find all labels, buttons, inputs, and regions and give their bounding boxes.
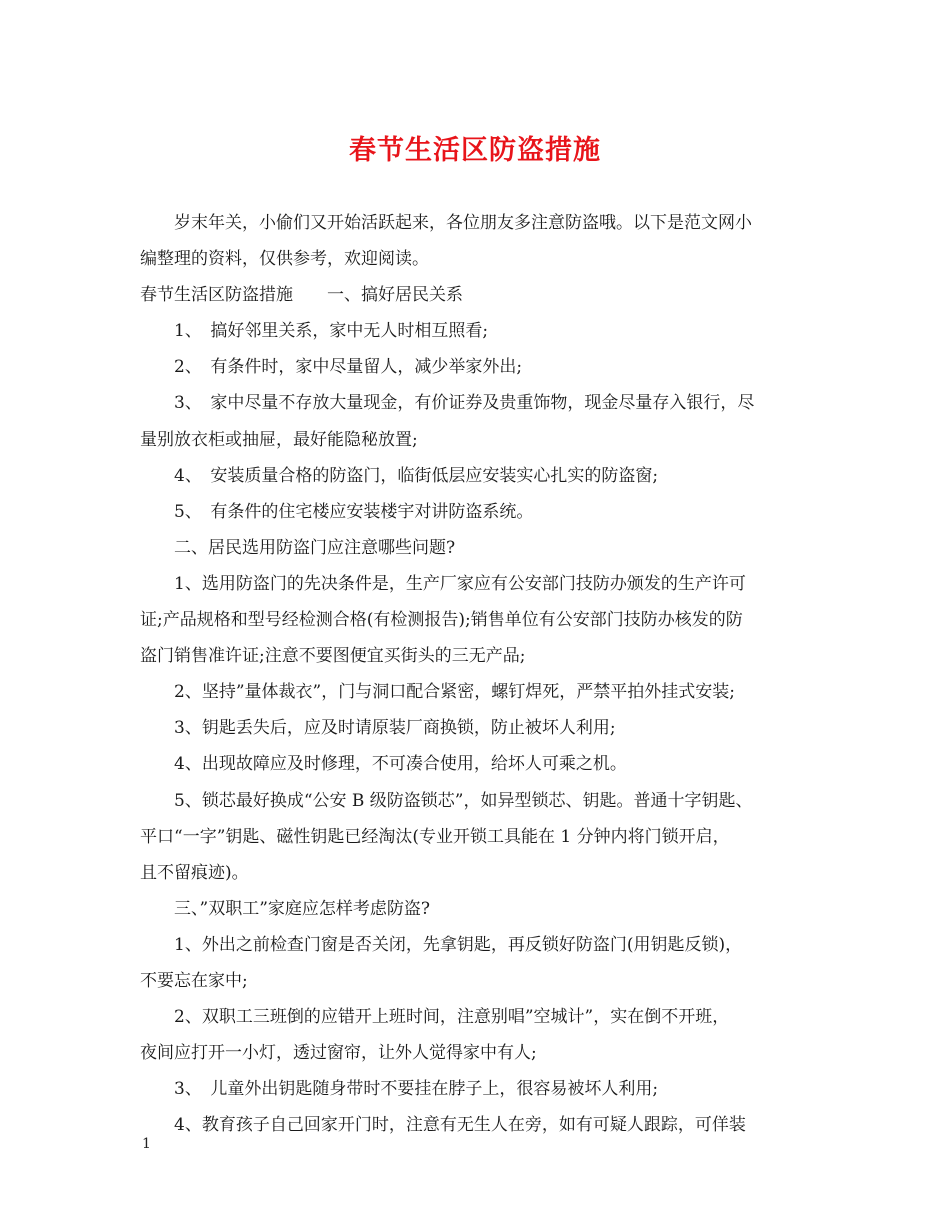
paragraph-line: 岁末年关，小偷们又开始活跃起来，各位朋友多注意防盗哦。以下是范文网小 — [174, 213, 752, 233]
list-item-line: 5、锁芯最好换成“公安 B 级防盗锁芯”，如异型锁芯、钥匙。普通十字钥匙、 — [174, 790, 753, 811]
list-item-line: 2、双职工三班倒的应错开上班时间，注意别唱”空城计”，实在倒不开班， — [174, 1007, 730, 1028]
page-number: 1 — [142, 1136, 151, 1152]
document-body — [140, 205, 820, 1143]
section-heading-line: 春节生活区防盗措施 一、搞好居民关系 — [140, 285, 463, 306]
list-item-line: 1、外出之前检查门窗是否关闭，先拿钥匙，再反锁好防盗门(用钥匙反锁)， — [174, 934, 743, 955]
list-item-line: 量别放衣柜或抽屉，最好能隐秘放置; — [140, 429, 418, 450]
list-item-line: 不要忘在家中; — [140, 970, 248, 991]
section-heading-line: 三、”双职工”家庭应怎样考虑防盗? — [174, 898, 430, 919]
list-item-line: 5、 有条件的住宅楼应安装楼宇对讲防盗系统。 — [174, 501, 534, 522]
list-item-line: 3、 家中尽量不存放大量现金，有价证券及贵重饰物，现金尽量存入银行，尽 — [174, 393, 755, 414]
section-heading-line: 二、居民选用防盗门应注意哪些问题? — [174, 537, 456, 558]
list-item-line: 3、钥匙丢失后，应及时请原装厂商换锁，防止被坏人利用; — [174, 718, 616, 739]
list-item-line: 且不留痕迹)。 — [140, 862, 249, 883]
list-item-line: 4、 安装质量合格的防盗门，临街低层应安装实心扎实的防盗窗; — [174, 465, 659, 486]
list-item-line: 2、 有条件时，家中尽量留人，减少举家外出; — [174, 357, 523, 378]
list-item-line: 2、坚持”量体裁衣”，门与洞口配合紧密，螺钉焊死，严禁平拍外挂式安装; — [174, 682, 735, 703]
list-item-line: 盗门销售准许证;注意不要图便宜买街头的三无产品; — [140, 646, 526, 667]
list-item-line: 1、 搞好邻里关系，家中无人时相互照看; — [174, 321, 489, 342]
list-item-line: 夜间应打开一小灯，透过窗帘，让外人觉得家中有人; — [140, 1043, 537, 1064]
document-title: 春节生活区防盗措施 — [349, 135, 601, 166]
list-item-line: 1、选用防盗门的先决条件是，生产厂家应有公安部门技防办颁发的生产许可 — [174, 573, 746, 594]
list-item-line: 3、 儿童外出钥匙随身带时不要挂在脖子上，很容易被坏人利用; — [174, 1079, 659, 1100]
list-item-line: 4、出现故障应及时修理，不可凑合使用，给坏人可乘之机。 — [174, 754, 627, 775]
list-item-line: 证;产品规格和型号经检测合格(有检测报告);销售单位有公安部门技防办核发的防 — [140, 610, 743, 631]
list-item-line: 4、教育孩子自己回家开门时，注意有无生人在旁，如有可疑人跟踪，可佯装 — [174, 1115, 746, 1136]
list-item-line: 平口“一字”钥匙、磁性钥匙已经淘汰(专业开锁工具能在 1 分钟内将门锁开启， — [140, 826, 730, 847]
paragraph-line: 编整理的资料，仅供参考，欢迎阅读。 — [140, 249, 429, 270]
